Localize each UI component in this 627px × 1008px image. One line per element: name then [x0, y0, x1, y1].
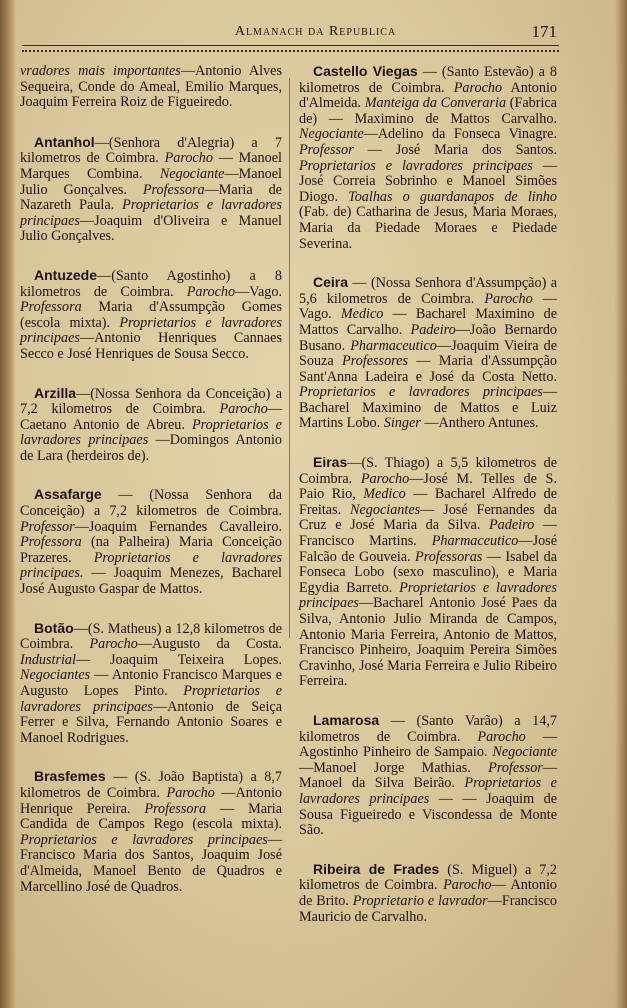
role-label: Manteiga da Converaria: [364, 95, 507, 112]
entry-text: —(S. Matheus) a 12,8 kilometros de Coimbra.: [20, 620, 282, 653]
parish-name: Ribeira de Frades: [313, 860, 440, 877]
entry-text: —Manoel Julio Gonçalves.: [20, 165, 282, 198]
parish-entry: [299, 862, 557, 925]
entry-text: —José Falcão de Gouveia.: [299, 533, 557, 565]
entry-text: —Anthero Antunes.: [420, 415, 539, 432]
parish-name: Castello Viegas: [313, 63, 418, 79]
role-label: Parocho: [89, 636, 138, 653]
role-label: Proprietarios e lavradores principaes: [20, 683, 282, 715]
entry-text: —Antonio de Seiça Ferrer e Silva, Fernando Antonio Soares e Manoel Rodrigues.: [20, 698, 283, 746]
entry-text: — Francisco Martins.: [299, 517, 557, 550]
parish-entry: [20, 386, 282, 465]
parish-entry: [299, 455, 557, 690]
role-label: Parocho: [484, 290, 533, 307]
entry-text: — Joaquim Menezes, Bacharel José Augusto Gaspar de Mattos.: [20, 565, 282, 598]
parish-name: Eiras: [313, 454, 348, 471]
page-edge-right: [615, 0, 627, 1008]
parish-entry: [20, 769, 282, 895]
parish-name: Brasfemes: [34, 768, 106, 785]
role-label: Negociantes: [350, 501, 421, 518]
running-header: [22, 22, 609, 44]
role-label: Medico: [340, 306, 384, 323]
parish-name: Assafarge: [34, 486, 102, 503]
role-label: Negociantes: [20, 667, 91, 684]
role-label: Proprietarios e lavradores principaes: [20, 314, 282, 347]
running-title: Almanach da Republica: [234, 24, 397, 39]
role-label: Negociante: [159, 165, 225, 182]
role-label: Parocho: [443, 877, 492, 894]
page-edge-left: [0, 0, 16, 1008]
entry-text: — Antonio Francisco Marques e Augusto Lopes Pinto.: [20, 667, 282, 699]
entry-text: Antonio d'Almeida.: [299, 79, 557, 112]
entry-text: — Isabel da Fonseca Lobo (sexo masculino), e Maria Egydia Barreto.: [299, 548, 557, 596]
entry-text: — — Joaquim de Sousa Figueiredo e Viscondessa de Monte São.: [299, 790, 558, 839]
parish-entry: [299, 275, 557, 432]
entry-text: —Bacharel Antonio José Paes da Silva, Antonio Julio Miranda de Campos, Antonio Maria Ferreira, Antonio de Mattos, Francisco Pinheiro, Joaquim Pereira Simões Cravinho, José Maria Ferreira e Julio Ribeiro Ferreira.: [299, 595, 557, 690]
entry-text: — José Maria dos Santos.: [353, 141, 557, 158]
entry-text: — (Nossa Senhora d'Assumpção) a 5,6 kilometros de Coimbra.: [299, 275, 557, 307]
entry-text: —Antonio Alves Sequeira, Conde do Ameal, Emilio Marques, Joaquim Ferreira Roiz de Figueiredo.: [20, 63, 282, 111]
entry-text: —Augusto da Costa.: [137, 636, 282, 653]
role-label: vradores mais importantes: [20, 63, 181, 79]
role-label: Professora: [20, 299, 82, 316]
role-label: Professor: [20, 518, 75, 535]
role-label: Negociante: [492, 744, 557, 761]
role-label: Parocho: [164, 150, 213, 167]
entry-text: — Agostinho Pinheiro de Sampaio.: [299, 728, 557, 761]
role-label: Proprietarios e lavradores principaes: [299, 579, 557, 612]
parish-name: Botão: [34, 619, 74, 636]
parish-name: Ceira: [313, 274, 349, 291]
role-label: Parocho: [186, 283, 236, 300]
entry-text: —(S. Thiago) a 5,5 kilometros de Coimbra.: [299, 455, 557, 487]
entry-text: —Joaquim d'Oliveira e Manuel Julio Gonçalves.: [20, 212, 282, 245]
entry-text: — Antonio de Brito.: [299, 877, 557, 909]
entry-text: —Joaquim Fernandes Cavalleiro.: [74, 518, 282, 535]
role-label: Padeiro: [410, 321, 456, 338]
role-label: Medico: [363, 486, 406, 503]
role-label: Proprietarios e lavradores principaes: [299, 157, 533, 174]
entry-text: — (Santo Estevão) a 8 kilometros de Coimbra.: [299, 64, 557, 96]
entry-text: (na Palheira) Maria Conceição Prazeres.: [20, 534, 282, 566]
entry-text: Maria d'Assumpção Gomes (escola mixta).: [20, 299, 282, 331]
role-label: Parocho: [360, 470, 410, 487]
role-label: Proprietarios e lavradores principaes: [299, 384, 543, 401]
entry-text: — Vago.: [299, 290, 557, 323]
entry-text: — Joaquim Teixeira Lopes.: [75, 651, 282, 668]
parish-entry: [299, 713, 557, 839]
entry-text: — (S. João Baptista) a 8,7 kilometros de Coimbra.: [20, 769, 282, 801]
role-label: Proprietarios e lavradores principaes.: [20, 549, 282, 582]
role-label: Proprietario e lavrador: [352, 892, 488, 909]
role-label: Padeiro: [489, 517, 535, 534]
role-label: Industrial: [20, 651, 76, 668]
entry-text: (Fab. de) Catharina de Jesus, Maria Moraes, Maria da Piedade Moraes e Piedade Severina.: [299, 204, 557, 252]
role-label: Parocho: [166, 784, 215, 801]
entry-text: (S. Miguel) a 7,2 kilometros de Coimbra.: [299, 861, 557, 894]
entry-text: —Antonio Henrique Pereira.: [20, 784, 282, 817]
role-label: Pharmaceutico: [350, 337, 437, 354]
entry-text: —Joaquim Vieira de Souza: [299, 337, 558, 370]
entry-text: — José Correia Sobrinho e Manoel Simões Diogo.: [299, 157, 557, 205]
entry-text: —José M. Telles de S. Paio Rio,: [299, 470, 557, 503]
entry-text: — (Nossa Senhora da Conceição) a 7,2 kilometros de Coimbra.: [20, 487, 282, 520]
parish-name: Antuzede: [34, 266, 97, 283]
entry-text: — Manoel Marques Combina.: [20, 150, 282, 182]
role-label: Proprietarios e lavradores principaes: [20, 831, 268, 848]
entry-text: —Manoel da Silva Beirão.: [299, 759, 557, 792]
entry-text: —Francisco Maria dos Santos, Joaquim José d'Almeida, Manoel Bento de Quadros e Marcellino José de Quadros.: [20, 831, 282, 895]
entry-text: —Domingos Antonio de Lara (herdeiros de).: [20, 432, 282, 464]
entry-text: —Antonio Henriques Cannaes Secco e José Henriques de Sousa Secco.: [20, 330, 282, 362]
parish-entry: [299, 64, 557, 252]
page-number: 171: [531, 22, 557, 41]
parish-entry: [20, 268, 282, 363]
role-label: Parocho: [453, 79, 503, 96]
entry-text: — Bacharel Maximino de Mattos e Luiz Martins Lobo.: [299, 384, 557, 432]
role-label: Professor: [299, 141, 354, 158]
entry-text: —Francisco Mauricio de Carvalho.: [299, 892, 557, 925]
role-label: Proprietarios e lavradores principaes: [20, 197, 283, 229]
parish-entry: [20, 487, 282, 597]
column-divider: [289, 78, 290, 638]
entry-text: — (Santo Varão) a 14,7 kilometros de Coimbra.: [299, 712, 557, 745]
header-rule: [22, 45, 559, 52]
entry-text: —(Santo Agostinho) a 8 kilometros de Coimbra.: [20, 267, 282, 300]
role-label: Parocho: [219, 401, 268, 418]
entry-text: —Manoel Jorge Mathias.: [299, 759, 489, 776]
role-label: Professora: [142, 181, 205, 198]
parish-name: Lamarosa: [313, 711, 380, 728]
role-label: Professora: [144, 800, 207, 817]
right-column: [299, 64, 557, 948]
entry-text: —Vago.: [235, 283, 282, 300]
role-label: Professora: [20, 534, 82, 551]
role-label: Professoras: [415, 548, 483, 565]
entry-text: —João Bernardo Busano.: [299, 321, 558, 354]
entry-text: — Bacharel Maximino de Mattos Carvalho.: [299, 306, 557, 338]
entry-text: —(Nossa Senhora da Conceição) a 7,2 kilometros de Coimbra.: [20, 385, 282, 418]
role-label: Professores: [342, 353, 408, 370]
role-label: Toalhas o guardanapos de linho: [348, 188, 557, 205]
continued-entry: [20, 64, 282, 111]
entry-text: — Maria d'Assumpção Sant'Anna Ladeira e José da Costa Netto.: [299, 353, 557, 385]
entry-text: —Caetano Antonio de Abreu.: [20, 401, 282, 433]
role-label: Singer: [383, 415, 421, 432]
entry-text: — José Fernandes da Cruz e José Maria da Silva.: [299, 501, 557, 534]
parish-name: Antanhol: [34, 133, 95, 150]
parish-entry: [20, 135, 282, 245]
parish-entry: [20, 621, 282, 747]
left-column: [20, 64, 282, 918]
role-label: Negociante: [299, 126, 364, 143]
role-label: Pharmaceutico: [431, 533, 519, 550]
role-label: Parocho: [477, 728, 526, 745]
role-label: Professor: [488, 759, 543, 776]
entry-text: — Bacharel Alfredo de Freitas.: [299, 486, 557, 518]
entry-text: —Maria de Nazareth Paula.: [20, 181, 282, 214]
role-label: Proprietarios e lavradores principaes: [299, 775, 557, 807]
entry-text: (Fabrica de) — Maximino de Mattos Carvalho.: [299, 95, 557, 127]
role-label: Proprietarios e lavradores principaes: [20, 416, 282, 449]
entry-text: — Maria Candida de Campos Rego (escola mixta).: [20, 800, 282, 833]
entry-text: —Adelino da Fonseca Vinagre.: [363, 126, 557, 143]
parish-name: Arzilla: [34, 384, 77, 401]
entry-text: —(Senhora d'Alegria) a 7 kilometros de Coimbra.: [20, 134, 282, 167]
